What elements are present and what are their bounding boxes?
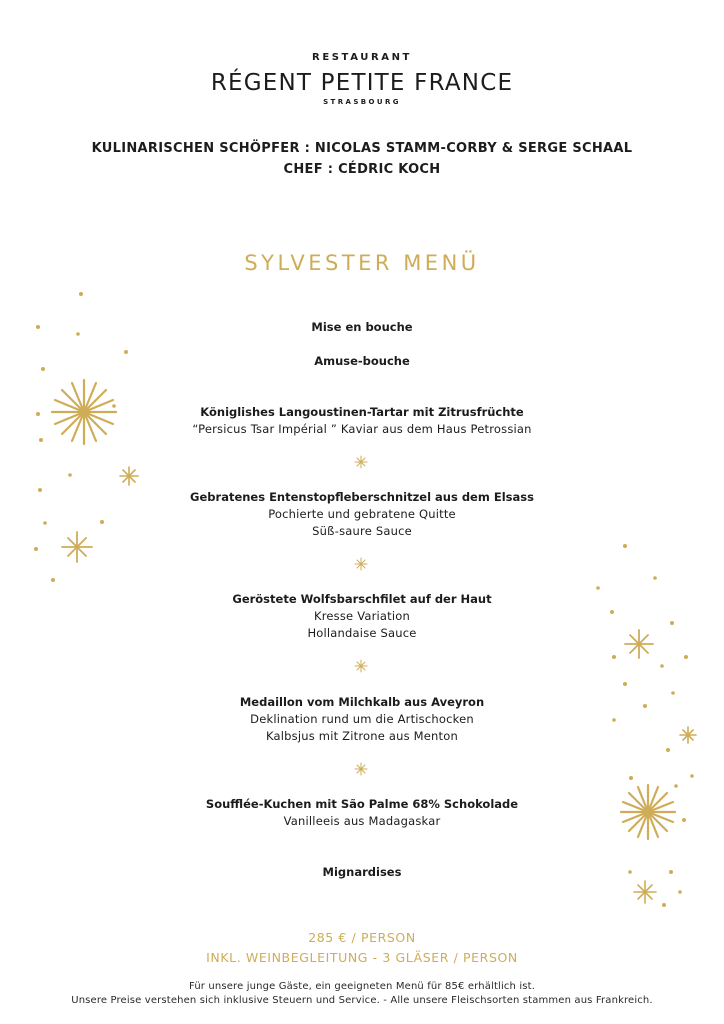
sparkle-burst-icon: [621, 785, 675, 839]
star-icon: [120, 467, 138, 485]
separator-star-icon: [354, 455, 368, 469]
course-name: Soufflée-Kuchen mit São Palme 68% Schokolade: [205, 797, 519, 811]
restaurant-label: RESTAURANT: [312, 52, 412, 63]
separator-star-icon: [354, 762, 368, 776]
chef-line: CHEF : CÉDRIC KOCH: [283, 162, 441, 177]
wine-pairing: INKL. WEINBEGLEITUNG - 3 GLÄSER / PERSON: [206, 950, 518, 965]
menu-title: SYLVESTER MENÜ: [244, 251, 480, 275]
kids-menu-note: Für unsere junge Gäste, ein geeigneten Menü für 85€ erhältlich ist.: [188, 981, 536, 992]
restaurant-name: RÉGENT PETITE FRANCE: [210, 70, 514, 96]
course-detail: Süß-saure Sauce: [312, 524, 412, 538]
course-name: Gebratenes Entenstopfleberschnitzel aus dem Elsass: [190, 490, 534, 504]
course-detail: Deklination rund um die Artischocken: [250, 712, 474, 726]
separator-star-icon: [354, 659, 368, 673]
creators-line: KULINARISCHEN SCHÖPFER : NICOLAS STAMM-CORBY & SERGE SCHAAL: [91, 141, 633, 156]
course-name: Amuse-bouche: [314, 354, 410, 368]
course-detail: “Persicus Tsar Impérial ” Kaviar aus dem Haus Petrossian: [192, 422, 532, 436]
course-detail: Kresse Variation: [313, 609, 411, 623]
course-detail: Hollandaise Sauce: [307, 626, 417, 640]
course-detail: Pochierte und gebratene Quitte: [268, 507, 456, 521]
price-per-person: 285 € / PERSON: [308, 930, 416, 945]
course-name: Königlishes Langoustinen-Tartar mit Zitrusfrüchte: [200, 405, 524, 419]
course-name: Geröstete Wolfsbarschfilet auf der Haut: [232, 592, 492, 606]
star-icon: [634, 881, 656, 903]
course-detail: Kalbsjus mit Zitrone aus Menton: [266, 729, 458, 743]
course-name: Mignardises: [322, 865, 402, 879]
restaurant-city: STRASBOURG: [323, 98, 401, 106]
course-name: Mise en bouche: [311, 320, 413, 334]
legal-note: Unsere Preise verstehen sich inklusive Steuern und Service. - Alle unsere Fleischsorten stammen aus Frankreich.: [71, 995, 653, 1006]
separator-star-icon: [354, 557, 368, 571]
course-detail: Vanilleeis aus Madagaskar: [283, 814, 441, 828]
course-name: Medaillon vom Milchkalb aus Aveyron: [239, 695, 485, 709]
